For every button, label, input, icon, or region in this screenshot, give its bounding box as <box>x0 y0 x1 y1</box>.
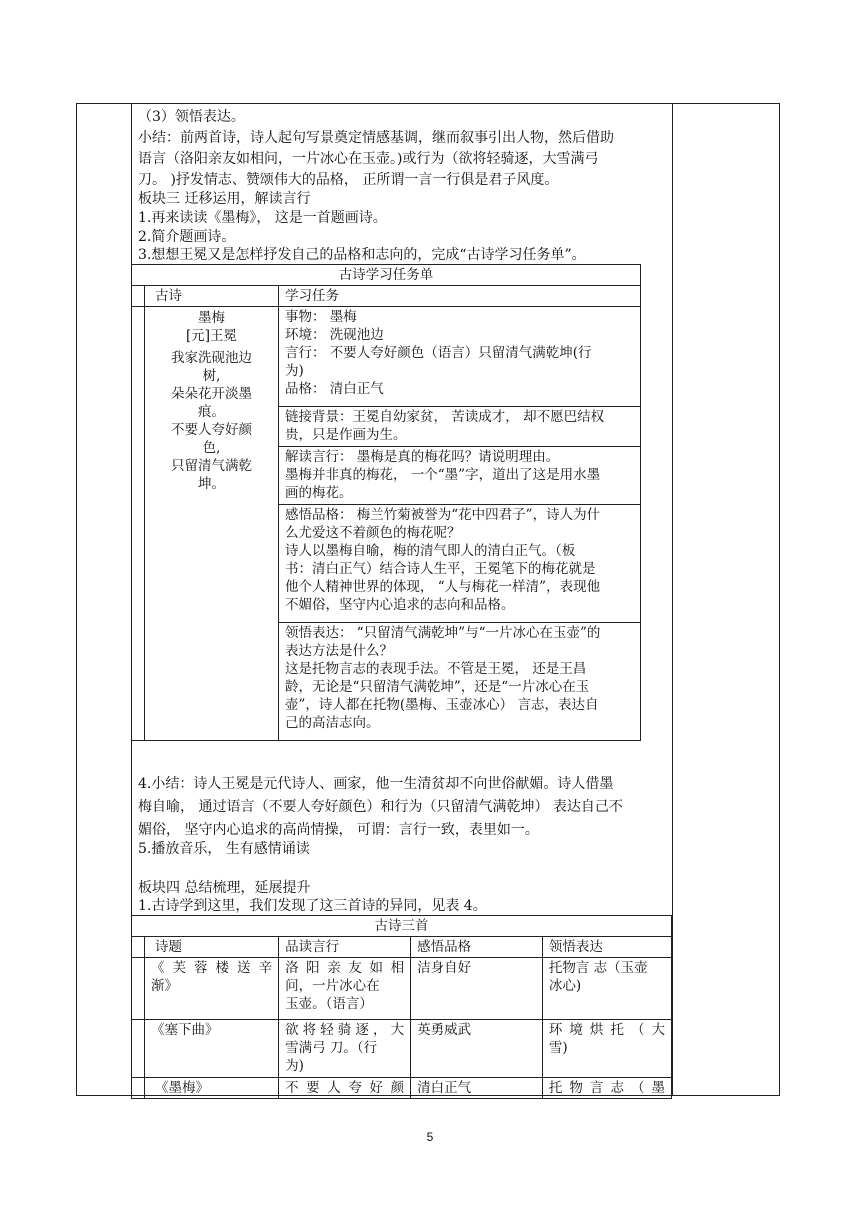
cell-line: 清白正气 <box>417 1080 472 1096</box>
task-line: 感悟品格： 梅兰竹菊被誉为“花中四君子”，诗人为什 <box>284 507 601 523</box>
task-cell-expression <box>278 623 640 741</box>
header-expression: 领悟表达 <box>542 937 671 958</box>
cell-line: 洁身自好 <box>417 960 472 976</box>
header-character: 感悟品格 <box>411 937 543 958</box>
cell-line: 为) <box>285 1058 304 1074</box>
block4-item-1: 1.古诗学到这里，我们发现了这三首诗的异同，见表 4。 <box>138 898 487 914</box>
task-line: 这是托物言志的表现手法。不管是王冕， 还是王昌 <box>284 661 587 677</box>
task-line: 壶”，诗人都在托物(墨梅、玉壶冰心） 言志，表达自 <box>284 697 599 713</box>
expression-cell <box>542 958 671 1020</box>
task-line: 不媚俗，坚守内心追求的志向和品格。 <box>284 597 515 613</box>
poem-line: 不要人夸好颜 <box>170 422 252 438</box>
poem-line: 朵朵花开淡墨 <box>170 386 252 402</box>
cell-line: 洛阳亲友如相 <box>285 960 405 976</box>
words-deeds-cell <box>279 958 411 1020</box>
task-sheet-gutter <box>132 307 145 741</box>
block3-item-1: 1.再来读读《墨梅》， 这是一首题画诗。 <box>138 210 387 226</box>
cell-line: 《芙蓉楼送辛 <box>151 960 273 976</box>
three-poems-gutter <box>132 937 145 958</box>
character-cell <box>411 958 543 1020</box>
expression-cell <box>542 1078 671 1099</box>
task-cell-elements <box>278 307 640 407</box>
words-deeds-cell <box>279 1078 411 1099</box>
cell-line: 渐》 <box>151 978 178 994</box>
task-line: 表达方法是什么？ <box>284 643 393 659</box>
poem-line: 痕。 <box>197 404 225 420</box>
summary-line-1: 小结：前两首诗，诗人起句写景奠定情感基调，继而叙事引出人物，然后借助 <box>138 130 614 146</box>
cell-line: 不要人夸好颜 <box>285 1080 405 1096</box>
character-cell <box>411 1020 543 1078</box>
cell-line: 冰心) <box>548 978 582 994</box>
item5: 5.播放音乐， 生有感情诵读 <box>138 841 310 857</box>
words-deeds-cell <box>279 1020 411 1078</box>
task-line: 墨梅并非真的梅花， 一个“墨”字，道出了这是用水墨 <box>284 467 601 483</box>
lesson-table-right-column-line <box>672 103 673 1096</box>
summary-line-2: 语言（洛阳亲友如相问，一片冰心在玉壶。)或行为（欲将轻骑逐，大雪满弓 <box>138 151 599 167</box>
cell-line: 托物言 志（玉壶 <box>548 960 648 976</box>
task-line: 他个人精神世界的体现， “人与梅花一样清”，表现他 <box>284 579 601 595</box>
block4-title: 板块四 总结梳理，延展提升 <box>138 880 311 896</box>
summary-line-3: 刀。 )抒发情志、赞颂伟大的品格， 正所谓一言一行俱是君子风度。 <box>138 172 559 188</box>
three-poems-gutter <box>132 1078 145 1099</box>
task-sheet-table <box>131 264 641 741</box>
poem-cell <box>145 1078 279 1099</box>
task-cell-interpret <box>278 447 640 505</box>
task-line: 言行： 不要人夸好颜色（语言）只留清气满乾坤(行 <box>284 345 592 361</box>
three-poems-table <box>131 915 672 1099</box>
header-poem-title: 诗题 <box>145 937 279 958</box>
step-3-heading: （3）领悟表达。 <box>138 109 245 125</box>
cell-line: 《墨梅》 <box>155 1080 209 1096</box>
task-line: 链接背景：王冕自幼家贫， 苦读成才， 却不愿巴结权 <box>284 409 605 425</box>
poem-line: 树, <box>202 368 221 384</box>
task-cell-background <box>278 407 640 447</box>
cell-line: 雪满弓 刀。（行 <box>285 1040 378 1056</box>
task-line: 书：清白正气）结合诗人生平，王冕笔下的梅花就是 <box>284 561 596 577</box>
poem-line: 我家洗砚池边 <box>170 350 252 366</box>
task-sheet-col-task: 学习任务 <box>278 286 640 307</box>
task-cell-character <box>278 505 640 623</box>
three-poems-gutter <box>132 1020 145 1078</box>
cell-line: 欲将轻骑逐，大 <box>285 1022 405 1038</box>
task-sheet-gutter <box>132 286 145 307</box>
item4-line-2: 梅自喻， 通过语言（不要人夸好颜色）和行为（只留清气满乾坤） 表达自己不 <box>138 799 623 815</box>
task-line: 诗人以墨梅自喻，梅的清气即人的清白正气。（板 <box>284 543 576 559</box>
cell-line: 玉壶。（语言） <box>285 996 373 1012</box>
character-cell <box>411 1078 543 1099</box>
task-line: 龄，无论是“只留清气满乾坤”，还是“一片冰心在玉 <box>284 679 590 695</box>
poem-line: 只留清气满乾 <box>170 458 252 474</box>
header-words-deeds: 品读言行 <box>279 937 411 958</box>
cell-line: 环境烘托（大 <box>548 1022 665 1038</box>
poem-author: [元]王冕 <box>185 328 238 344</box>
three-poems-title: 古诗三首 <box>132 916 672 937</box>
item4-line-3: 媚俗， 坚守内心追求的高尚情操， 可谓：言行一致，表里如一。 <box>138 822 539 838</box>
poem-text-cell <box>145 307 279 741</box>
task-line: 己的高洁志向。 <box>284 715 380 731</box>
cell-line: 托物言志（墨 <box>548 1080 665 1096</box>
cell-line: 《塞下曲》 <box>151 1022 219 1038</box>
task-line: 解读言行： 墨梅是真的梅花吗？请说明理由。 <box>284 449 560 465</box>
task-line: 贵，只是作画为生。 <box>284 427 407 443</box>
task-line: 事物： 墨梅 <box>284 309 357 325</box>
poem-line: 坤。 <box>197 476 225 492</box>
task-sheet-col-poem: 古诗 <box>145 286 279 307</box>
task-line: 环境： 洗砚池边 <box>284 327 384 343</box>
task-line: 领悟表达： “只留清气满乾坤”与“一片冰心在玉壶”的 <box>284 625 601 641</box>
three-poems-gutter <box>132 958 145 1020</box>
task-sheet-title: 古诗学习任务单 <box>132 265 641 286</box>
block3-item-2: 2.简介题画诗。 <box>138 229 236 245</box>
item4-line-1: 4.小结：诗人王冕是元代诗人、画家，他一生清贫却不向世俗献媚。诗人借墨 <box>138 776 614 792</box>
task-line: 为) <box>284 363 304 379</box>
poem-line: 色, <box>202 440 221 456</box>
cell-line: 问，一片冰心在 <box>285 978 380 994</box>
task-line: 么尤爱这不着颜色的梅花呢？ <box>284 525 461 541</box>
block3-item-3: 3.想想王冕又是怎样抒发自己的品格和志向的，完成“古诗学习任务单”。 <box>138 247 586 263</box>
page-number: 5 <box>426 1130 434 1144</box>
block3-title: 板块三 迁移运用，解读言行 <box>138 191 311 207</box>
poem-title: 墨梅 <box>197 310 225 326</box>
poem-cell <box>145 958 279 1020</box>
poem-cell <box>145 1020 279 1078</box>
task-line: 画的梅花。 <box>284 485 353 501</box>
task-line: 品格： 清白正气 <box>284 381 384 397</box>
cell-line: 雪) <box>548 1040 568 1056</box>
cell-line: 英勇威武 <box>417 1022 472 1038</box>
expression-cell <box>542 1020 671 1078</box>
